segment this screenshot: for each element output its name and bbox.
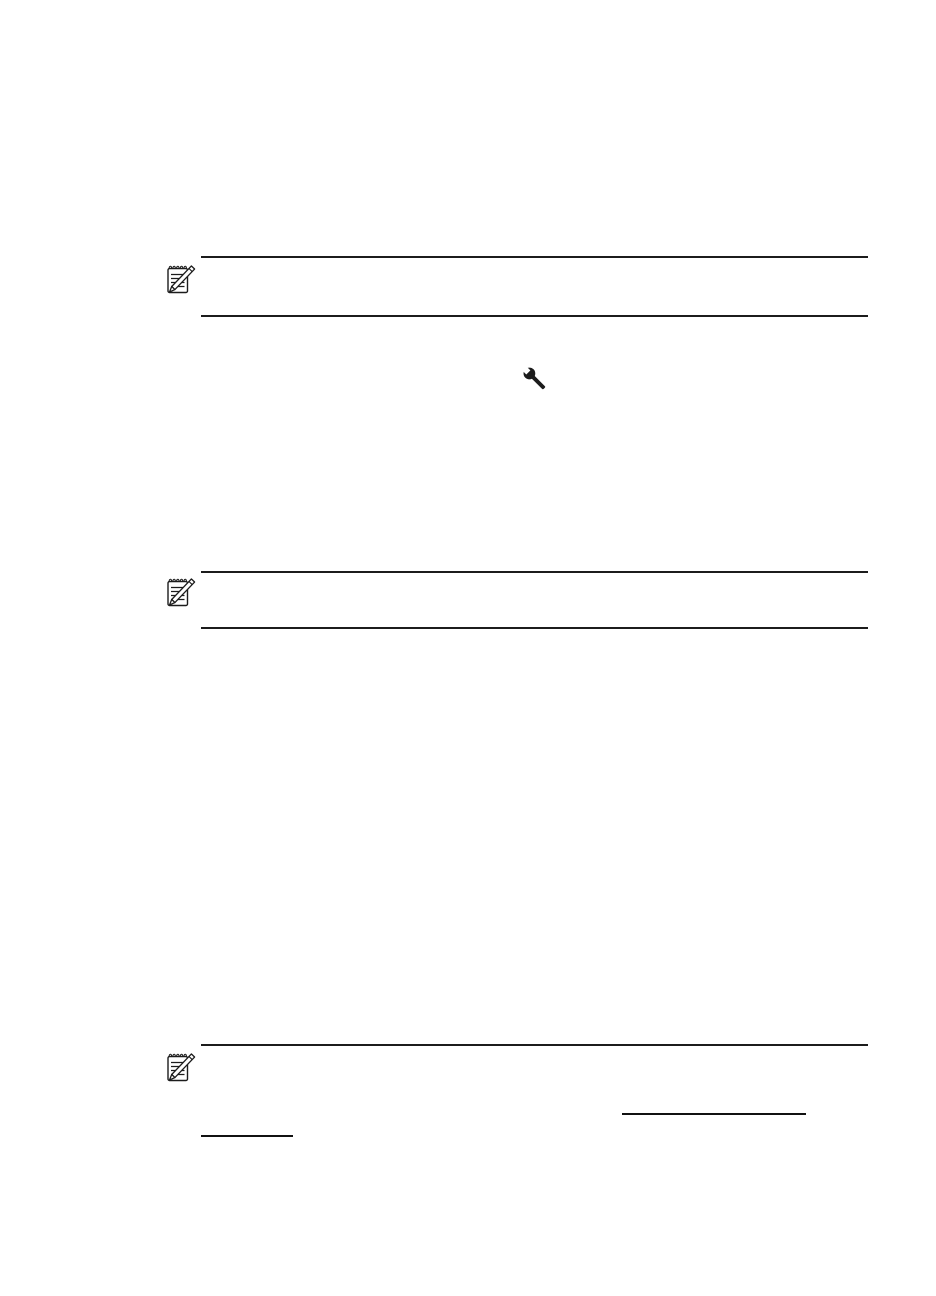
note-icon bbox=[166, 1049, 196, 1085]
note1-bottom-rule bbox=[201, 315, 868, 317]
note2-top-rule bbox=[201, 571, 868, 573]
note3-top-rule bbox=[201, 1044, 868, 1046]
link-underline[interactable] bbox=[201, 1135, 293, 1137]
note-icon bbox=[166, 574, 196, 610]
note-icon bbox=[166, 261, 196, 297]
link-underline[interactable] bbox=[622, 1113, 806, 1115]
note2-bottom-rule bbox=[201, 627, 868, 629]
note1-top-rule bbox=[201, 256, 868, 258]
wrench-icon bbox=[521, 363, 549, 397]
